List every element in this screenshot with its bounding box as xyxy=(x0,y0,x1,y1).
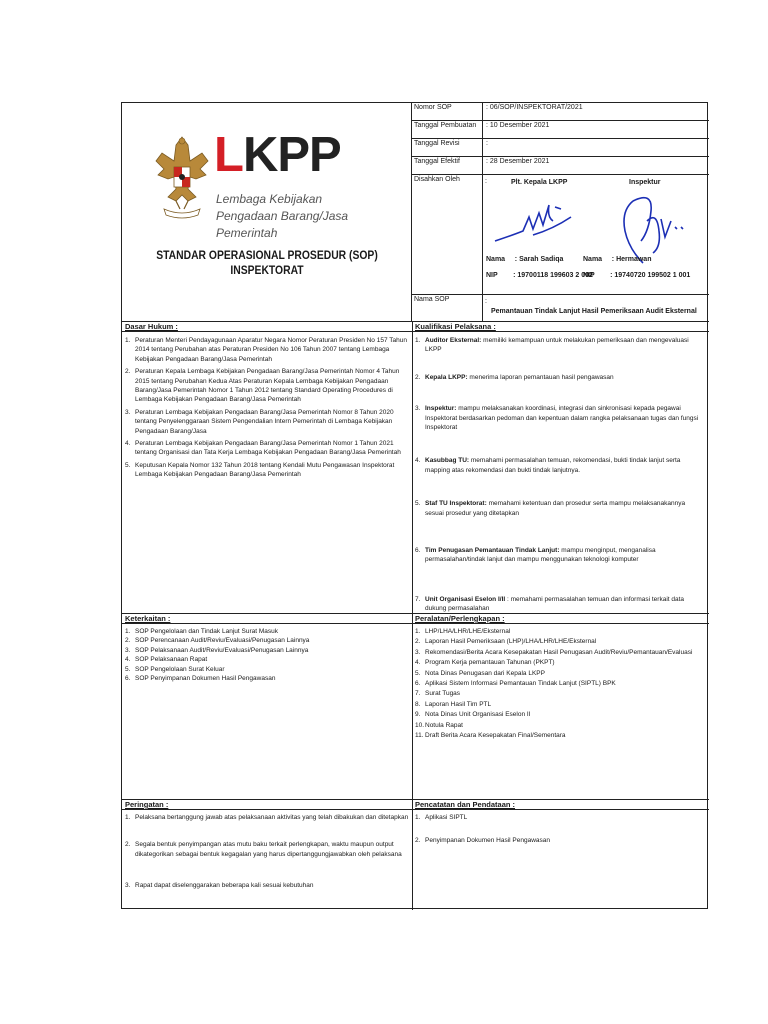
list-item-number: 1. xyxy=(125,628,131,635)
list-item xyxy=(125,674,411,683)
list-item xyxy=(415,499,705,518)
sop-title xyxy=(137,249,398,279)
list-item-number: 7. xyxy=(415,690,421,698)
list-item-text: SOP Pelaksanaan Rapat xyxy=(135,656,208,664)
list-item-text: SOP Pengelolaan dan Tindak Lanjut Surat Masuk xyxy=(135,628,278,635)
list-item-number: 11. xyxy=(415,732,424,740)
list-item-number: 4. xyxy=(125,656,131,664)
list-item-number: 6. xyxy=(415,547,421,555)
list-item xyxy=(415,648,705,657)
nomor-sop-value: : 06/SOP/INSPEKTORAT/2021 xyxy=(486,104,583,111)
list-item-text: memiliki kemampuan untuk melakukan pemeriksaan dan mengevaluasi LKPP xyxy=(425,337,689,354)
logo-subtitle-line1: Lembaga Kebijakan xyxy=(216,192,323,206)
signer1-title: Plt. Kepala LKPP xyxy=(511,179,568,186)
meta-table xyxy=(412,103,709,321)
nama-sop-label: Nama SOP xyxy=(412,295,483,321)
nama-sop-value: Pemantauan Tindak Lanjut Hasil Pemeriksaan Audit Eksternal xyxy=(491,308,697,315)
list-item-text: SOP Pelaksanaan Audit/Reviu/Evaluasi/Penugasan Lainnya xyxy=(135,646,309,654)
list-item-number: 3. xyxy=(415,405,421,413)
list-item-number: 4. xyxy=(415,659,421,667)
list-item-text: Peraturan Kepala Lembaga Kebijakan Pengadaan Barang/Jasa Pemerintah Nomor 4 Tahun 2015 tentang Perubahan Kedua Atas Peraturan Kepala Lembaga Kebijakan Pengadaan Barang/Jasa Pemerintah Nomor 1 Tahun 2012 tentang Standard Operating Procedures di Lembaga Kebijakan Pengadaan Barang/Jasa Pemerintah xyxy=(135,368,400,404)
list-item-number: 1. xyxy=(415,814,421,821)
list-item-text: Peraturan Lembaga Kebijakan Pengadaan Barang/Jasa Pemerintah Nomor 8 Tahun 2020 tentang Penyelenggaraan Sistem Pengendalian Intern Pemerintah di Lembaga Kebijakan Pengadaan Barang/Jasa xyxy=(135,408,394,435)
list-item-number: 5. xyxy=(125,665,131,673)
list-item-number: 5. xyxy=(415,669,421,677)
list-item-text: Rekomendasi/Berita Acara Kesepakatan Hasil Penugasan Audit/Reviu/Pemantauan/Evaluasi xyxy=(425,648,693,656)
list-item xyxy=(415,595,705,614)
signer1-name: Nama : Sarah Sadiqa xyxy=(486,256,564,263)
list-item-number: 6. xyxy=(125,675,131,683)
list-item-role: Kasubbag TU: xyxy=(425,457,470,465)
list-item xyxy=(415,546,705,565)
garuda-emblem-icon xyxy=(154,131,210,225)
signer1-nip: NIP : 19700118 199603 2 002 xyxy=(486,272,593,279)
list-item-role: Unit Organisasi Eselon I/II xyxy=(425,595,506,603)
list-item-text: Aplikasi SIPTL xyxy=(425,814,468,821)
list-item-role: Tim Penugasan Pemantauan Tindak Lanjut: xyxy=(425,547,560,555)
list-item-text: memahami ketentuan dan prosedur serta mampu melaksanakannya sesuai prosedur yang ditetapkan xyxy=(425,500,686,517)
list-item-text: memahami permasalahan temuan, rekomendasi, bukti tindak lanjut serta mapping atas rekomendasi dan bukti tindak lanjutnya. xyxy=(425,457,681,474)
nama-sop-colon: : xyxy=(485,298,487,305)
peralatan-list xyxy=(415,627,705,740)
list-item xyxy=(125,367,411,405)
list-item-text: Draft Berita Acara Kesepakatan Final/Sementara xyxy=(425,732,566,740)
list-item-role: Kepala LKPP: xyxy=(425,373,468,381)
meta-row-nama-sop xyxy=(412,295,709,321)
list-item-number: 3. xyxy=(125,408,131,416)
list-item-number: 2. xyxy=(125,368,131,376)
peringatan-list xyxy=(125,813,411,891)
signer2-title: Inspektur xyxy=(629,179,661,186)
list-item xyxy=(415,679,705,688)
list-item xyxy=(415,700,705,709)
list-item xyxy=(125,439,411,458)
list-item-text: SOP Penyimpanan Dokumen Hasil Pengawasan xyxy=(135,675,276,683)
list-item-number: 4. xyxy=(125,440,131,448)
list-item-number: 2. xyxy=(125,841,131,849)
list-item-number: 2. xyxy=(415,638,421,646)
list-item-text: Surat Tugas xyxy=(425,690,461,698)
list-item-text: SOP Pengelolaan Surat Keluar xyxy=(135,665,225,673)
peralatan-title: Peralatan/Perlengkapan : xyxy=(415,614,505,623)
list-item-number: 1. xyxy=(125,814,131,821)
list-item-number: 2. xyxy=(125,637,131,645)
list-item-number: 3. xyxy=(415,648,421,656)
disahkan-label: Disahkan Oleh xyxy=(412,175,483,294)
list-item xyxy=(125,408,411,436)
list-item-text: LHP/LHA/LHR/LHE/Eksternal xyxy=(425,628,511,635)
list-item xyxy=(125,461,411,480)
list-item-text: Aplikasi Sistem Informasi Pemantauan Tindak Lanjut (SIPTL) BPK xyxy=(425,680,616,688)
list-item-text: mampu melaksanakan koordinasi, integrasi dan sinkronisasi kepada pegawai Inspektorat berdasarkan pedoman dan kepentuan dalam rangka pelaksanaan tugas dan fungsi Inspektorat xyxy=(425,405,699,432)
list-item-text: Peraturan Lembaga Kebijakan Pengadaan Barang/Jasa Pemerintah Nomor 1 Tahun 2021 tentang Organisasi dan Tata Kerja Lembaga Kebijakan Pengadaan Barang/Jasa Pemerintah xyxy=(135,440,401,457)
list-item-text: Laporan Hasil Tim PTL xyxy=(425,700,492,708)
list-item-text: Rapat dapat diselenggarakan beberapa kali sesuai kebutuhan xyxy=(135,882,314,890)
pencatatan-title: Pencatatan dan Pendataan : xyxy=(415,800,516,809)
meta-row-tgl-buat xyxy=(412,121,709,139)
lkpp-logo-text: LKPP xyxy=(214,128,341,182)
nama-sop-value-cell xyxy=(483,295,709,323)
list-item-number: 2. xyxy=(415,373,421,381)
divider xyxy=(122,623,709,624)
list-item-role: Inspektur: xyxy=(425,405,457,413)
tgl-revisi-value: : xyxy=(486,140,488,147)
list-item-text: Nota Dinas Penugasan dari Kepala LKPP xyxy=(425,669,545,677)
list-item-text: Nota Dinas Unit Organisasi Eselon II xyxy=(425,711,531,719)
list-item xyxy=(415,637,705,646)
list-item-text: Laporan Hasil Pemeriksaan (LHP)/LHA/LHR/LHE/Eksternal xyxy=(425,638,597,646)
list-item-text: menerima laporan pemantauan hasil pengawasan xyxy=(467,373,614,381)
list-item-text: Program Kerja pemantauan Tahunan (PKPT) xyxy=(425,659,555,667)
dasar-hukum-list xyxy=(125,336,411,480)
list-item xyxy=(125,627,411,636)
list-item-role: Staf TU Inspektorat: xyxy=(425,500,487,508)
meta-row-tgl-revisi xyxy=(412,139,709,157)
sop-title-line1: STANDAR OPERASIONAL PROSEDUR (SOP) xyxy=(156,250,378,262)
pencatatan-list xyxy=(415,813,705,846)
list-item-text: mampu menginput, menganalisa permasalahan/tindak lanjut dan mampu menggunakan teknologi komputer xyxy=(425,547,656,564)
list-item xyxy=(415,721,705,730)
list-item xyxy=(125,655,411,664)
divider xyxy=(122,809,709,810)
list-item xyxy=(415,813,705,822)
logo-subtitle-line2: Pengadaan Barang/Jasa Pemerintah xyxy=(216,209,349,240)
list-item-number: 5. xyxy=(415,500,421,508)
meta-row-nomor xyxy=(412,103,709,121)
list-item xyxy=(125,813,411,822)
list-item-number: 1. xyxy=(415,337,421,344)
tgl-revisi-label: Tanggal Revisi xyxy=(412,139,483,156)
list-item xyxy=(415,373,705,382)
peringatan-title: Peringatan : xyxy=(125,800,169,809)
list-item-number: 4. xyxy=(415,457,421,465)
meta-row-tgl-efektif xyxy=(412,157,709,175)
list-item-number: 2. xyxy=(415,837,421,845)
list-item-text: Pelaksana bertanggung jawab atas pelaksanaan aktivitas yang telah dibakukan dan ditetapkan xyxy=(135,814,409,821)
sop-title-line2: INSPEKTORAT xyxy=(230,265,304,277)
list-item-text: SOP Perencanaan Audit/Reviu/Evaluasi/Penugasan Lainnya xyxy=(135,637,310,645)
list-item-number: 1. xyxy=(125,337,131,344)
list-item xyxy=(125,636,411,645)
list-item-number: 6. xyxy=(415,680,421,688)
tgl-pembuatan-label: Tanggal Pembuatan xyxy=(412,121,483,138)
disahkan-colon: : xyxy=(485,178,487,185)
signature1-icon xyxy=(493,195,573,251)
list-item xyxy=(415,689,705,698)
divider xyxy=(412,321,413,910)
list-item-text: Notula Rapat xyxy=(425,721,463,729)
header-identity xyxy=(122,103,412,321)
list-item-text: : memahami permasalahan temuan dan informasi terkait data dukung permasalahan xyxy=(425,595,685,613)
list-item xyxy=(415,731,705,740)
list-item-text: Penyimpanan Dokumen Hasil Pengawasan xyxy=(425,837,551,845)
nomor-sop-label: Nomor SOP xyxy=(412,103,483,120)
list-item-text: Segala bentuk penyimpangan atas mutu baku terkait perlengkapan, waktu maupun output dikategorikan sebagai bentuk kegagalan yang harus dipertanggungjawabkan oleh pelaksana xyxy=(135,841,402,858)
list-item-number: 5. xyxy=(125,461,131,469)
kualifikasi-list xyxy=(415,336,705,614)
divider xyxy=(122,331,709,332)
list-item xyxy=(415,627,705,636)
list-item xyxy=(415,669,705,678)
list-item-number: 9. xyxy=(415,711,421,719)
list-item-text: Keputusan Kepala Nomor 132 Tahun 2018 tentang Kendali Mutu Pengawasan Inspektorat Lembaga Kebijakan Pengadaan Barang/Jasa Pemerintah xyxy=(135,461,395,479)
keterkaitan-title: Keterkaitan : xyxy=(125,614,171,623)
list-item xyxy=(415,336,705,355)
logo-subtitle xyxy=(216,191,411,242)
list-item-number: 10. xyxy=(415,721,425,729)
list-item xyxy=(125,881,411,890)
disahkan-value xyxy=(483,175,709,296)
signer2-name: Nama : Hermawan xyxy=(583,256,652,263)
meta-row-disahkan xyxy=(412,175,709,295)
list-item xyxy=(125,336,411,364)
list-item-number: 1. xyxy=(415,628,421,635)
sop-document xyxy=(121,102,708,909)
dasar-hukum-title: Dasar Hukum : xyxy=(125,322,178,331)
list-item-text: Peraturan Menteri Pendayagunaan Aparatur Negara Nomor Peraturan Presiden No 157 Tahun 2014 tentang Perubahan atas Peraturan Presiden No 106 Tahun 2007 tentang Lembaga Kebijakan Pengadaan Barang/Jasa Pemerintah xyxy=(135,337,407,363)
list-item xyxy=(415,404,705,432)
list-item xyxy=(125,665,411,674)
kualifikasi-title: Kualifikasi Pelaksana : xyxy=(415,322,496,331)
list-item-number: 7. xyxy=(415,595,421,603)
tgl-efektif-label: Tanggal Efektif xyxy=(412,157,483,174)
keterkaitan-list xyxy=(125,627,411,683)
list-item-number: 8. xyxy=(415,700,421,708)
signer2-nip: NIP : 19740720 199502 1 001 xyxy=(583,272,691,279)
list-item xyxy=(415,456,705,475)
list-item xyxy=(415,710,705,719)
list-item xyxy=(125,646,411,655)
list-item xyxy=(415,658,705,667)
list-item-number: 3. xyxy=(125,646,131,654)
list-item xyxy=(125,840,411,859)
list-item xyxy=(415,836,705,845)
tgl-pembuatan-value: : 10 Desember 2021 xyxy=(486,122,550,129)
list-item-role: Auditor Eksternal: xyxy=(425,337,482,344)
list-item-number: 3. xyxy=(125,882,131,890)
tgl-efektif-value: : 28 Desember 2021 xyxy=(486,158,550,165)
